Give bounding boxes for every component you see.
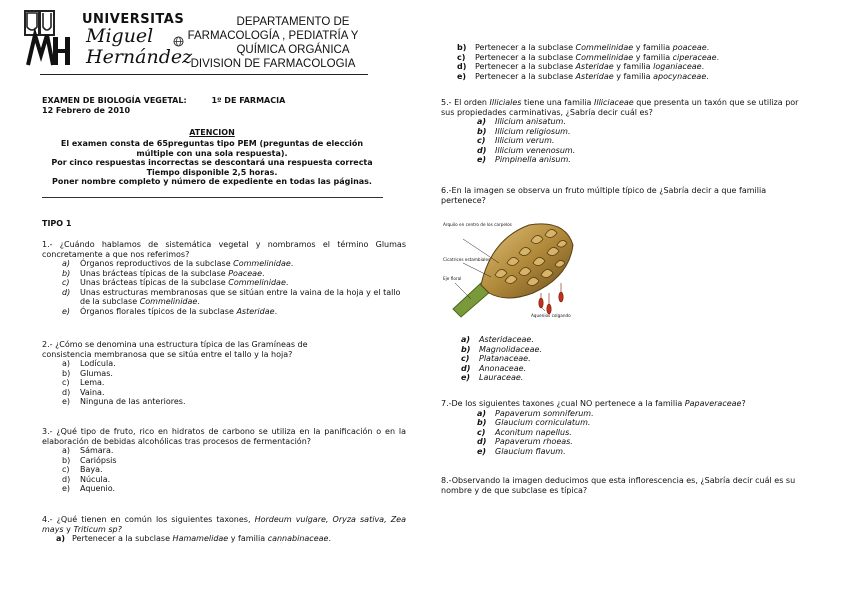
option xyxy=(457,72,817,82)
option-taxon: Asteridae xyxy=(575,71,614,81)
exam-date: 12 Febrero de 2010 xyxy=(42,106,131,115)
option-text: Pertenecer a la subclase xyxy=(475,71,576,81)
option-text: . xyxy=(706,43,710,52)
question-text: 1.- ¿Cuándo hablamos de sistemática vegetal y nombramos el término Glumas concretamente a que nos referimos? xyxy=(42,240,406,259)
option xyxy=(477,437,807,447)
option-key: c) xyxy=(62,378,70,387)
option-text: Glaucium flavum. xyxy=(495,446,566,456)
option-taxon: Hamamelidae xyxy=(172,534,229,543)
option-taxon: poaceae xyxy=(672,43,707,52)
option-text: Illicium religiosum. xyxy=(495,126,571,136)
option-key: d) xyxy=(457,62,467,71)
option-text: y familia xyxy=(613,71,654,81)
question-taxon: Illiciales xyxy=(489,98,522,107)
question-text-part: que presenta un taxón que se utiliza por sus propiedades carminativas, ¿Sabría decir cuál es? xyxy=(441,98,799,117)
option-taxon: Commelinidae xyxy=(139,297,198,306)
figure-label: Arquilo en centro de los carpelos xyxy=(443,222,512,227)
option-key: a) xyxy=(477,117,487,126)
option-key: a) xyxy=(477,408,487,418)
options-list xyxy=(477,409,807,457)
option-text: Magnolidaceae. xyxy=(479,344,542,354)
option xyxy=(62,388,406,398)
question-8 xyxy=(441,476,807,495)
option-taxon: Commelinidae xyxy=(228,278,286,287)
option-key: e) xyxy=(457,71,467,81)
option xyxy=(62,259,406,269)
question-7 xyxy=(441,399,807,456)
question-5 xyxy=(441,98,807,165)
attention-line: Poner nombre completo y número de expediente en todas las páginas. xyxy=(52,177,372,186)
question-6 xyxy=(441,186,807,205)
question-text-part: tiene una familia xyxy=(521,98,594,107)
option-key: c) xyxy=(461,354,470,363)
question-4 xyxy=(42,515,406,544)
dept-line: DEPARTAMENTO DE xyxy=(236,16,350,28)
option-taxon: cannabinaceae xyxy=(267,534,329,543)
option-text: Platanaceae. xyxy=(479,354,531,363)
options-list xyxy=(62,446,406,494)
option-key: e) xyxy=(477,446,487,456)
option xyxy=(62,397,406,407)
univ-name-line1: UNIVERSITAS xyxy=(82,12,185,27)
option xyxy=(62,307,406,317)
option-text: Lema. xyxy=(80,378,105,387)
option xyxy=(62,456,406,466)
dept-line: QUÍMICA ORGÁNICA xyxy=(236,44,350,56)
option-key: d) xyxy=(461,363,471,373)
figure-label: Cicatrices estambiales xyxy=(443,257,491,262)
question-3 xyxy=(42,427,406,494)
option-taxon: Asteridae xyxy=(236,306,275,316)
question-6-options xyxy=(461,335,661,383)
question-text-part: 5.- El orden xyxy=(441,98,490,107)
option xyxy=(477,146,807,156)
option-text: y familia xyxy=(633,43,673,52)
question-text: 6.-En la imagen se observa un fruto múltiple típico de ¿Sabría decir a que familia pertenece? xyxy=(441,186,767,205)
option xyxy=(477,409,807,419)
option xyxy=(62,369,406,379)
option-text: Illicium verum. xyxy=(495,136,555,145)
option-key: c) xyxy=(457,52,466,62)
question-text-part: 4.- ¿Qué tienen en común los siguientes taxones, xyxy=(42,515,255,524)
option-key: e) xyxy=(62,484,71,493)
option xyxy=(477,428,807,438)
exam-title-row xyxy=(42,96,372,106)
attention-line: El examen consta de 65preguntas tipo PEM (preguntas de elección múltiple con una sola respuesta). xyxy=(60,139,364,158)
option-text: . xyxy=(262,268,265,278)
option-key: a) xyxy=(62,446,71,455)
attention-line: Tiempo disponible 2,5 horas. xyxy=(146,167,278,177)
header-rule xyxy=(40,74,368,75)
option-taxon: ciperaceae xyxy=(672,52,717,62)
question-2 xyxy=(42,340,406,407)
option-text: Unas brácteas típicas de la subclase xyxy=(80,268,229,278)
question-1 xyxy=(42,240,406,316)
option-text: Órganos florales típicos de la subclase xyxy=(80,306,237,316)
option-text: Vaina. xyxy=(80,387,105,397)
option-key: b) xyxy=(477,418,487,427)
option-text: Glumas. xyxy=(80,368,113,378)
option-taxon: Poaceae xyxy=(228,268,262,278)
university-logo xyxy=(23,9,79,67)
question-4-continued xyxy=(457,43,817,81)
option-text: y familia xyxy=(633,52,673,62)
option-key: c) xyxy=(62,465,70,474)
option-text: Pertenecer a la subclase xyxy=(475,62,576,71)
options-list xyxy=(62,259,406,316)
option-text: y familia xyxy=(228,534,268,543)
option-text: . xyxy=(706,71,709,81)
option-text: . xyxy=(716,52,720,62)
option-text: . xyxy=(290,259,294,268)
option-text: Papaverum somniferum. xyxy=(495,408,594,418)
option-text: Unas brácteas típicas de la subclase xyxy=(80,278,229,287)
option xyxy=(461,335,661,345)
option-text: Cariópsis xyxy=(80,455,117,465)
option-key: a) xyxy=(56,534,66,543)
umh-logo-icon xyxy=(23,9,79,67)
option xyxy=(62,288,406,307)
option-text: Órganos reproductivos de la subclase xyxy=(80,259,234,268)
option xyxy=(62,475,406,485)
option-text: . xyxy=(274,306,278,316)
option xyxy=(457,43,817,53)
option-key: c) xyxy=(62,278,70,287)
figure-label: Eje floral xyxy=(443,276,462,281)
section-title: TIPO 1 xyxy=(42,219,72,228)
option-text: . xyxy=(197,297,200,306)
univ-name-line3: Hernández xyxy=(86,46,193,68)
option xyxy=(477,136,807,146)
option-key: d) xyxy=(62,387,71,397)
option xyxy=(461,345,661,355)
option-taxon: Commelinidae xyxy=(575,43,634,52)
attention-box xyxy=(42,139,382,187)
option-text: . xyxy=(328,534,331,543)
question-text-part: y xyxy=(63,524,74,534)
options-list xyxy=(477,117,807,165)
figure-label: Aquenios colgando xyxy=(531,313,571,318)
option-text: Lauraceae. xyxy=(479,373,524,382)
option-text: Lodícula. xyxy=(80,359,116,368)
option-key: b) xyxy=(457,43,467,52)
question-text xyxy=(441,399,807,409)
option-text: Anonaceae. xyxy=(479,363,527,373)
attention-heading: ATENCION xyxy=(189,128,235,137)
option xyxy=(461,373,661,383)
option-text: . xyxy=(285,278,289,287)
option-text: Papaverum rhoeas. xyxy=(495,437,573,446)
question-taxon: Papaveraceae xyxy=(684,399,742,408)
option-key: e) xyxy=(62,306,71,316)
option-key: b) xyxy=(477,126,487,136)
option xyxy=(62,484,406,494)
option xyxy=(62,378,406,388)
option-text: Illicium anisatum. xyxy=(495,117,566,126)
option xyxy=(457,53,817,63)
option-key: a) xyxy=(62,359,71,368)
option-key: b) xyxy=(62,268,71,278)
exam-course: 1º DE FARMACIA xyxy=(211,96,286,105)
option-taxon: loganiaceae xyxy=(653,62,702,71)
option xyxy=(477,155,807,165)
option-text: . xyxy=(701,62,705,71)
question-taxon: Illiciaceae xyxy=(594,98,634,107)
option-key: e) xyxy=(62,397,71,406)
option-text: Baya. xyxy=(80,465,103,474)
magnolia-fruit-image xyxy=(441,217,578,323)
option-text: y familia xyxy=(613,62,654,71)
option xyxy=(457,62,817,72)
options-list xyxy=(62,359,406,407)
option-key: c) xyxy=(477,136,486,145)
option-key: b) xyxy=(62,455,71,465)
question-taxa: Triticum sp? xyxy=(73,524,122,534)
exam-title: EXAMEN DE BIOLOGÍA VEGETAL: xyxy=(42,96,187,105)
option-taxon: Asteridae xyxy=(575,62,614,71)
option xyxy=(62,359,406,369)
option xyxy=(477,418,807,428)
option xyxy=(477,127,807,137)
option-text: Pimpinella anisum. xyxy=(495,155,571,164)
option-text: Sámara. xyxy=(80,446,114,455)
option-text: Núcula. xyxy=(80,474,111,484)
option-key: d) xyxy=(62,474,71,484)
option xyxy=(56,534,406,544)
option-key: b) xyxy=(461,344,471,354)
question-text: 8.-Observando la imagen deducimos que esta inflorescencia es, ¿Sabría decir cuál es su nombre y de que subclase es típica? xyxy=(441,476,796,495)
option xyxy=(477,447,807,457)
option-text: Asteridaceae. xyxy=(479,335,534,344)
option xyxy=(62,278,406,288)
option-text: Glaucium corniculatum. xyxy=(495,418,591,427)
option-text: Unas estructuras membranosas que se sitúan entre la vaina de la hoja y el tallo de la subclase xyxy=(80,287,401,306)
option xyxy=(461,364,661,374)
option xyxy=(62,269,406,279)
question-text: 2.- ¿Cómo se denomina una estructura típica de las Gramíneas de consistencia membranosa que se sitúa entre el tallo y la hoja? xyxy=(42,340,308,359)
option-key: d) xyxy=(477,145,487,155)
option xyxy=(461,354,661,364)
option-key: c) xyxy=(477,427,486,437)
option-text: Pertenecer a la subclase xyxy=(72,534,173,543)
option xyxy=(477,117,807,127)
option-key: e) xyxy=(461,373,471,382)
option-taxon: Commelinidae xyxy=(575,52,634,62)
option-text: Ninguna de las anteriores. xyxy=(80,397,186,406)
question-text xyxy=(42,515,406,534)
question-text-part: ? xyxy=(741,399,746,408)
option-key: d) xyxy=(477,437,487,446)
attention-rule xyxy=(42,197,383,198)
attention-line: Por cinco respuestas incorrectas se descontará una respuesta correcta xyxy=(51,158,373,167)
dept-line: FARMACOLOGÍA , PEDIATRÍA Y xyxy=(187,30,359,42)
fruit-figure xyxy=(441,217,578,323)
question-taxa: Hordeum vulgare, Oryza sativa, Zea mays xyxy=(42,515,406,534)
question-text xyxy=(441,98,807,117)
department-block xyxy=(180,15,366,71)
dept-line: DIVISION DE FARMACOLOGIA xyxy=(190,58,356,70)
option-taxon: Commelinidae xyxy=(233,259,291,268)
option-text: Illicium venenosum. xyxy=(495,145,576,155)
option-key: a) xyxy=(62,259,71,268)
univ-name-line2: Miguel xyxy=(86,25,154,47)
option-key: b) xyxy=(62,368,71,378)
option-text: Aconitum napellus. xyxy=(495,427,572,437)
option-text: Pertenecer a la subclase xyxy=(475,52,576,62)
option-key: d) xyxy=(62,287,71,297)
question-text: 3.- ¿Qué tipo de fruto, rico en hidratos de carbono se utiliza en la panificación o en la elaboración de bebidas alcohólicas tras procesos de fermentación? xyxy=(42,427,406,446)
option xyxy=(62,465,406,475)
option xyxy=(62,446,406,456)
option-key: e) xyxy=(477,155,487,164)
option-text: Aquenio. xyxy=(80,484,115,493)
option-key: a) xyxy=(461,335,471,344)
option-text: Pertenecer a la subclase xyxy=(475,43,576,52)
option-taxon: apocynaceae xyxy=(653,71,707,81)
question-text-part: 7.-De los siguientes taxones ¿cual NO pertenece a la familia xyxy=(441,399,685,408)
